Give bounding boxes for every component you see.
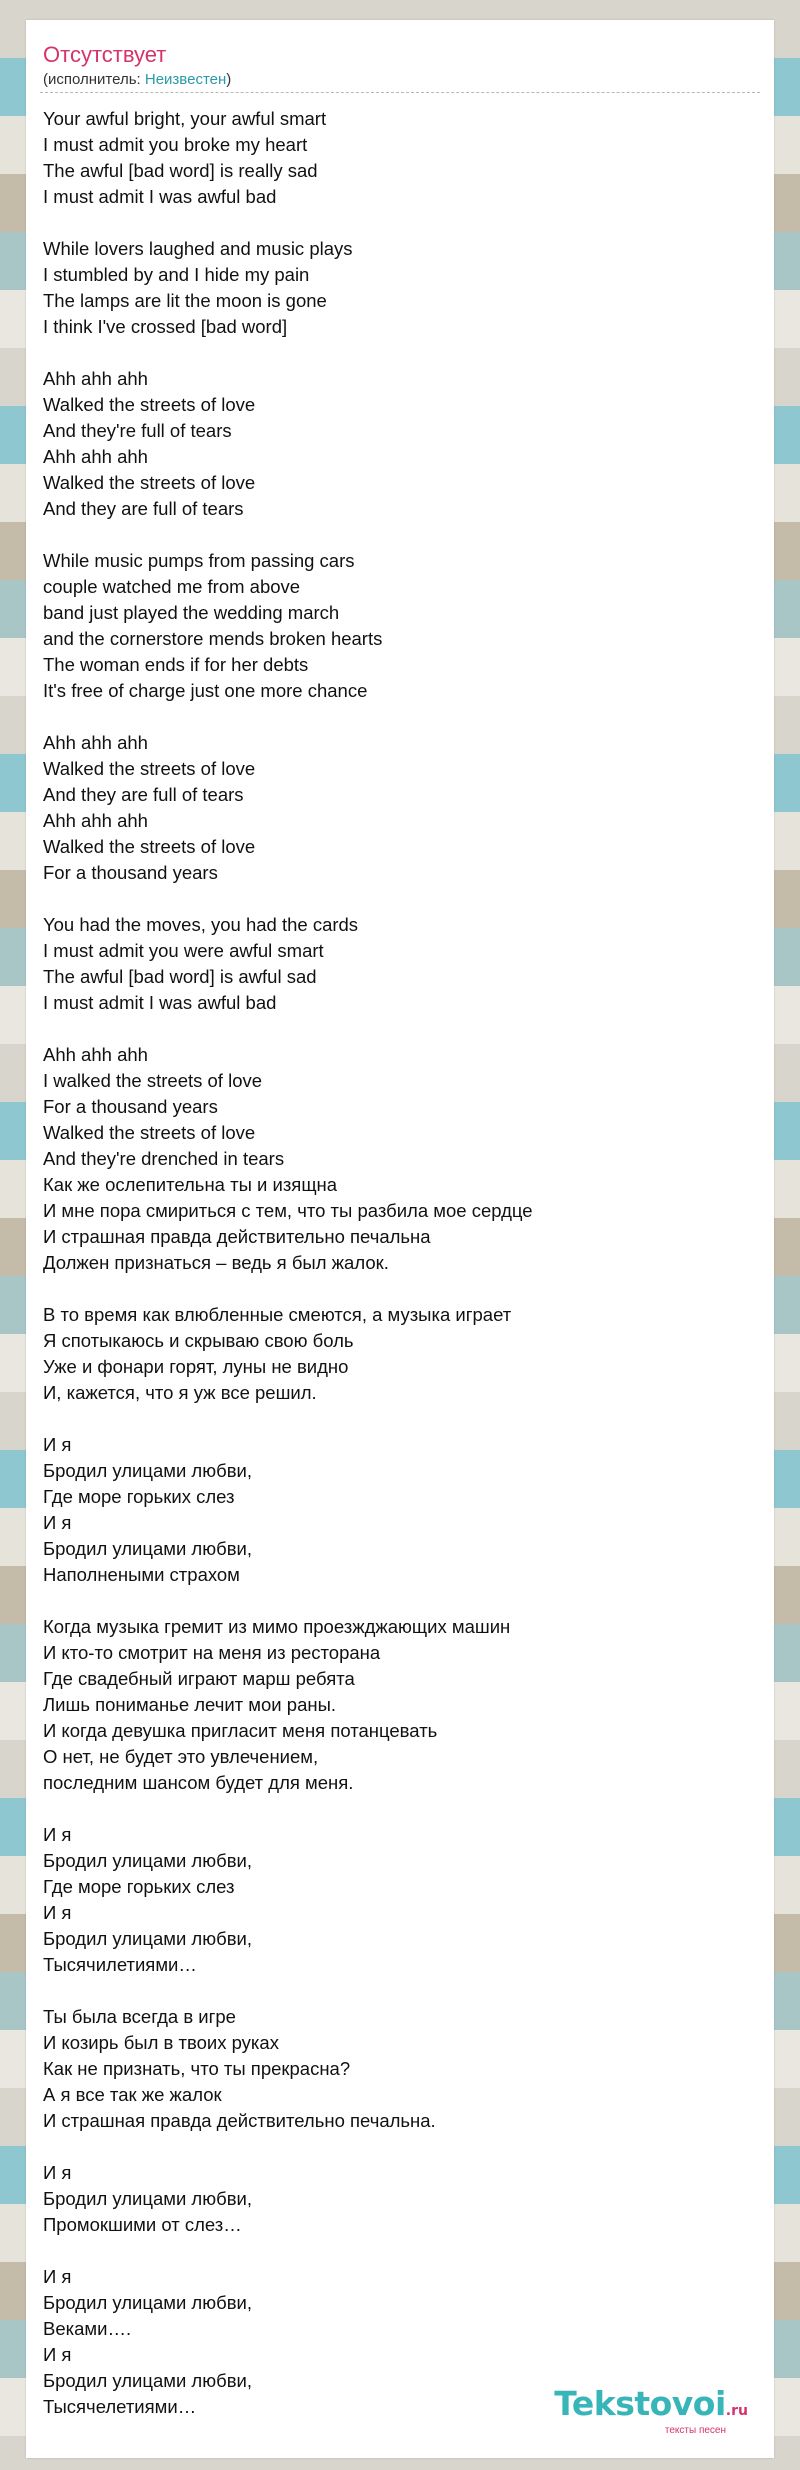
logo-wordmark	[554, 2386, 748, 2429]
lyric-line: I stumbled by and I hide my pain	[43, 264, 310, 285]
lyric-line: Бродил улицами любви,	[43, 1538, 252, 1559]
lyric-line: For a thousand years	[43, 1096, 218, 1117]
lyric-line	[43, 340, 743, 366]
lyric-line: Ahh ahh ahh	[43, 446, 148, 467]
lyric-line: В то время как влюбленные смеются, а музыка играет	[43, 1304, 512, 1325]
lyric-line	[43, 1796, 743, 1822]
lyric-line: И я	[43, 2266, 72, 2287]
lyric-line: И страшная правда действительно печальна.	[43, 2110, 436, 2131]
lyric-line: You had the moves, you had the cards	[43, 914, 359, 935]
lyric-line: Бродил улицами любви,	[43, 2370, 252, 2391]
lyric-line: Your awful bright, your awful smart	[43, 108, 327, 129]
lyric-line: О нет, не будет это увлечением,	[43, 1746, 319, 1767]
lyric-line: While lovers laughed and music plays	[43, 238, 353, 259]
lyric-line: Walked the streets of love	[43, 394, 256, 415]
logo-tagline: тексты песен	[664, 2425, 726, 2436]
lyric-line: I must admit I was awful bad	[43, 186, 277, 207]
logo-tld: .ru	[725, 2403, 748, 2419]
artist-prefix: (исполнитель:	[43, 71, 145, 88]
song-title: Отсутствует	[43, 42, 167, 67]
lyric-line: Я спотыкаюсь и скрываю свою боль	[43, 1330, 354, 1351]
lyric-line: While music pumps from passing cars	[43, 550, 355, 571]
lyric-line: I think I've crossed [bad word]	[43, 316, 288, 337]
lyric-line: И я	[43, 1512, 72, 1533]
lyric-line: Walked the streets of love	[43, 1122, 256, 1143]
lyric-line: Бродил улицами любви,	[43, 1928, 252, 1949]
lyric-line: The awful [bad word] is awful sad	[43, 966, 317, 987]
lyric-line: И я	[43, 1902, 72, 1923]
lyric-line: Walked the streets of love	[43, 472, 256, 493]
lyric-line	[43, 522, 743, 548]
lyric-line	[43, 704, 743, 730]
lyric-line	[43, 1276, 743, 1302]
lyric-line: И я	[43, 2162, 72, 2183]
lyric-line: I must admit I was awful bad	[43, 992, 277, 1013]
lyric-line: The lamps are lit the moon is gone	[43, 290, 327, 311]
lyric-line: Лишь пониманье лечит мои раны.	[43, 1694, 337, 1715]
lyric-line: Как не признать, что ты прекрасна?	[43, 2058, 351, 2079]
artist-link[interactable]: Неизвестен	[144, 71, 227, 88]
lyric-line: И когда девушка пригласит меня потанцевать	[43, 1720, 438, 1741]
lyric-line: Как же ослепительна ты и изящна	[43, 1174, 338, 1195]
lyric-line: I walked the streets of love	[43, 1070, 263, 1091]
lyric-line: It's free of charge just one more chance	[43, 680, 368, 701]
lyric-line	[43, 1588, 743, 1614]
lyric-line: Бродил улицами любви,	[43, 1850, 252, 1871]
lyric-line: Ahh ahh ahh	[43, 1044, 148, 1065]
lyric-line: Когда музыка гремит из мимо проезжджающих машин	[43, 1616, 511, 1637]
lyric-line	[43, 1978, 743, 2004]
lyric-line	[43, 210, 743, 236]
site-logo[interactable]	[554, 2386, 748, 2436]
lyric-line: И мне пора смириться с тем, что ты разбила мое сердце	[43, 1200, 533, 1221]
artist-suffix: )	[226, 71, 232, 88]
lyric-line: And they are full of tears	[43, 498, 244, 519]
lyric-line: couple watched me from above	[43, 576, 301, 597]
lyric-line: Ты была всегда в игре	[43, 2006, 236, 2027]
lyric-line: And they are full of tears	[43, 784, 244, 805]
lyric-line	[43, 2238, 743, 2264]
lyric-line: I must admit you broke my heart	[43, 134, 308, 155]
lyric-line: and the cornerstore mends broken hearts	[43, 628, 383, 649]
lyric-line: И, кажется, что я уж все решил.	[43, 1382, 317, 1403]
lyric-line: И страшная правда действительно печальна	[43, 1226, 431, 1247]
lyric-line: The awful [bad word] is really sad	[43, 160, 318, 181]
lyric-line: Где свадебный играют марш ребята	[43, 1668, 355, 1689]
lyric-line: И козирь был в твоих руках	[43, 2032, 279, 2053]
logo-name: Tekstovoi	[554, 2384, 726, 2423]
lyric-line: И я	[43, 2344, 72, 2365]
lyric-line: Уже и фонари горят, луны не видно	[43, 1356, 349, 1377]
lyric-line: Бродил улицами любви,	[43, 2188, 252, 2209]
lyric-line	[43, 1016, 743, 1042]
lyric-line: Промокшими от слез…	[43, 2214, 242, 2235]
lyric-line: band just played the wedding march	[43, 602, 340, 623]
lyric-line: И кто-то смотрит на меня из ресторана	[43, 1642, 381, 1663]
lyric-line: The woman ends if for her debts	[43, 654, 309, 675]
lyric-line: Где море горьких слез	[43, 1486, 235, 1507]
lyric-line: Тысячилетиями…	[43, 1954, 197, 1975]
lyric-line: For a thousand years	[43, 862, 218, 883]
lyric-line: Ahh ahh ahh	[43, 732, 148, 753]
lyric-line: А я все так же жалок	[43, 2084, 222, 2105]
lyric-line	[43, 1406, 743, 1432]
lyric-line: последним шансом будет для меня.	[43, 1772, 354, 1793]
lyric-line: And they're full of tears	[43, 420, 232, 441]
lyric-line: Где море горьких слез	[43, 1876, 235, 1897]
lyric-line: Бродил улицами любви,	[43, 1460, 252, 1481]
lyric-line: Ahh ahh ahh	[43, 368, 148, 389]
lyric-line: I must admit you were awful smart	[43, 940, 324, 961]
lyric-line: Должен признаться – ведь я был жалок.	[43, 1252, 389, 1273]
lyric-line	[43, 886, 743, 912]
lyric-line: Веками….	[43, 2318, 132, 2339]
lyrics-card	[26, 20, 774, 2458]
lyric-line: Тысячелетиями…	[43, 2396, 197, 2417]
lyric-line: Walked the streets of love	[43, 758, 256, 779]
lyric-line: И я	[43, 1824, 72, 1845]
lyric-line: Бродил улицами любви,	[43, 2292, 252, 2313]
header-divider	[40, 92, 760, 93]
lyric-line: Walked the streets of love	[43, 836, 256, 857]
lyric-line: Ahh ahh ahh	[43, 810, 148, 831]
lyric-line: И я	[43, 1434, 72, 1455]
lyric-line: Наполнеными страхом	[43, 1564, 240, 1585]
lyrics-text	[43, 106, 743, 2420]
lyric-line: And they're drenched in tears	[43, 1148, 285, 1169]
lyric-line	[43, 2134, 743, 2160]
artist-line	[43, 71, 231, 89]
